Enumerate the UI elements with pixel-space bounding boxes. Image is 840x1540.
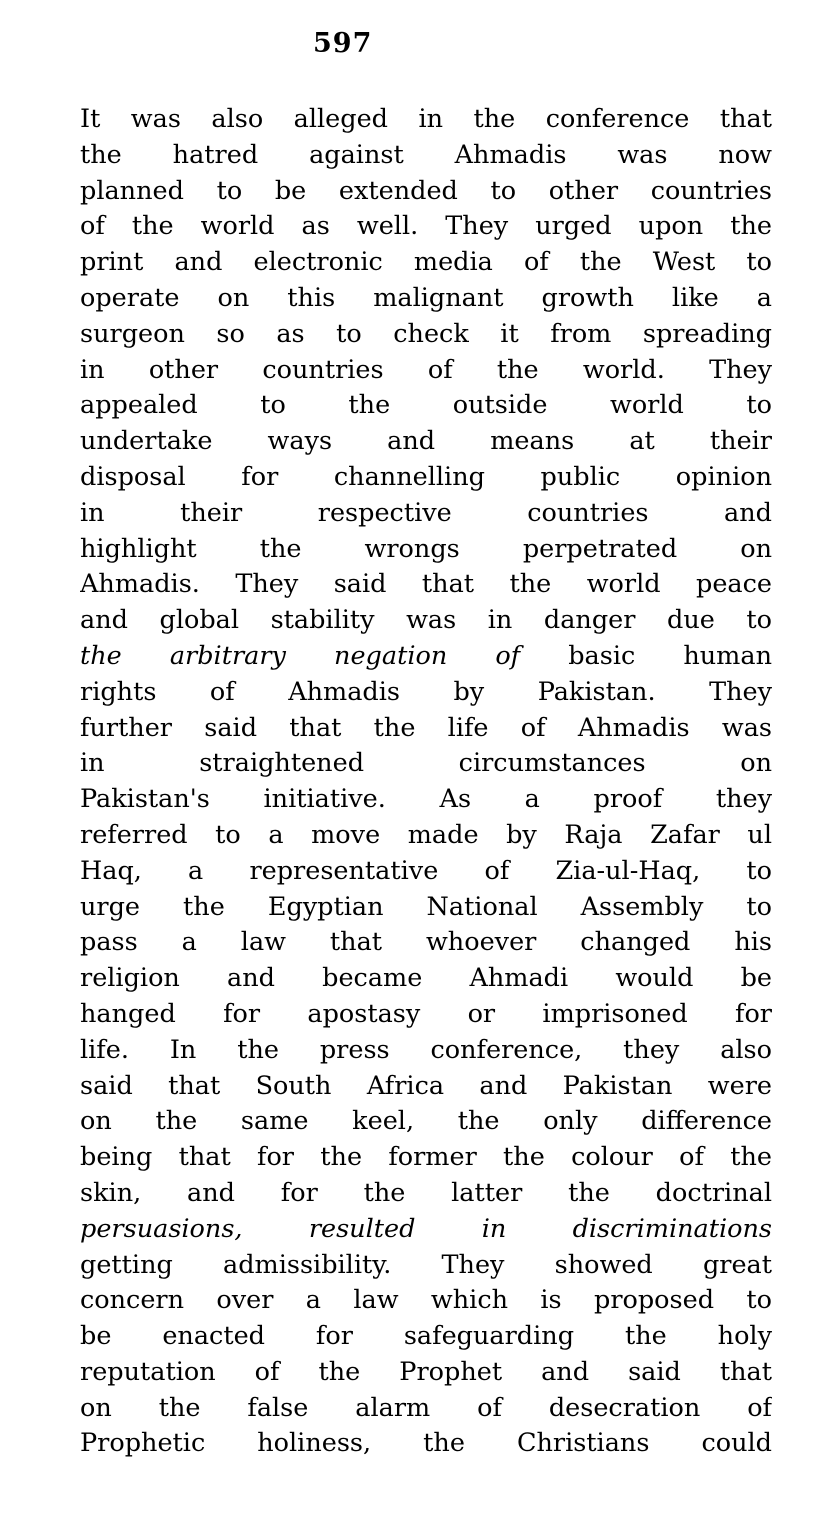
text-segment: being that for the former the colour of the [80, 1142, 772, 1173]
text-segment: Pakistan's initiative. As a proof they [80, 784, 772, 815]
text-segment: appealed to the outside world to [80, 390, 772, 421]
text-segment: basic human [520, 640, 772, 671]
text-segment: life. In the press conference, they also [80, 1034, 772, 1065]
text-segment: planned to be extended to other countries [80, 175, 772, 206]
text-segment: Prophetic holiness, the Christians could [80, 1428, 772, 1459]
text-line [80, 1426, 772, 1462]
text-line [80, 639, 772, 675]
text-segment: in other countries of the world. They [80, 354, 772, 385]
text-line [80, 424, 772, 460]
text-line [80, 603, 772, 639]
text-line [80, 317, 772, 353]
text-segment: getting admissibility. They showed great [80, 1249, 772, 1280]
text-segment: hanged for apostasy or imprisoned for [80, 998, 772, 1029]
text-line [80, 1391, 772, 1427]
text-segment: of the world as well. They urged upon the [80, 211, 772, 242]
text-line [80, 353, 772, 389]
text-line [80, 675, 772, 711]
text-line [80, 925, 772, 961]
text-segment: Haq, a representative of Zia-ul-Haq, to [80, 855, 772, 886]
text-segment: operate on this malignant growth like a [80, 282, 772, 313]
text-segment: skin, and for the latter the doctrinal [80, 1177, 772, 1208]
text-segment: religion and became Ahmadi would be [80, 963, 772, 994]
italic-text: persuasions, resulted in discriminations [80, 1213, 772, 1244]
text-segment: further said that the life of Ahmadis was [80, 712, 772, 743]
text-line [80, 961, 772, 997]
body-paragraph [80, 102, 772, 1462]
text-segment: on the same keel, the only difference [80, 1106, 772, 1137]
text-line [80, 532, 772, 568]
text-line [80, 102, 772, 138]
text-segment: said that South Africa and Pakistan were [80, 1070, 772, 1101]
text-segment: in straightened circumstances on [80, 748, 772, 779]
text-line [80, 1319, 772, 1355]
text-segment: urge the Egyptian National Assembly to [80, 891, 772, 922]
italic-text: the arbitrary negation of [80, 640, 521, 671]
text-segment: highlight the wrongs perpetrated on [80, 533, 772, 564]
text-line [80, 138, 772, 174]
text-segment: It was also alleged in the conference that [80, 104, 772, 134]
text-segment: on the false alarm of desecration of [80, 1392, 772, 1423]
text-line [80, 174, 772, 210]
text-line [80, 890, 772, 926]
text-segment: pass a law that whoever changed his [80, 927, 772, 958]
text-segment: surgeon so as to check it from spreading [80, 318, 772, 349]
page-number: 597 [313, 28, 373, 59]
text-segment: be enacted for safeguarding the holy [80, 1321, 772, 1352]
text-segment: print and electronic media of the West to [80, 247, 772, 278]
text-line [80, 1140, 772, 1176]
text-line [80, 281, 772, 317]
text-line [80, 460, 772, 496]
text-line [80, 1355, 772, 1391]
text-line [80, 711, 772, 747]
text-line [80, 245, 772, 281]
text-line [80, 209, 772, 245]
text-line [80, 1176, 772, 1212]
text-line [80, 1033, 772, 1069]
text-line [80, 567, 772, 603]
text-line [80, 997, 772, 1033]
text-segment: rights of Ahmadis by Pakistan. They [80, 676, 772, 707]
text-segment: reputation of the Prophet and said that [80, 1356, 772, 1387]
text-line [80, 782, 772, 818]
text-line [80, 854, 772, 890]
text-line [80, 496, 772, 532]
text-segment: undertake ways and means at their [80, 426, 772, 457]
text-segment: Ahmadis. They said that the world peace [80, 569, 772, 600]
text-line [80, 818, 772, 854]
text-line [80, 388, 772, 424]
text-line [80, 746, 772, 782]
text-line [80, 1212, 772, 1248]
text-line [80, 1283, 772, 1319]
text-line [80, 1069, 772, 1105]
text-segment: referred to a move made by Raja Zafar ul [80, 819, 772, 850]
text-line [80, 1104, 772, 1140]
text-line [80, 1248, 772, 1284]
text-segment: concern over a law which is proposed to [80, 1285, 772, 1316]
text-segment: disposal for channelling public opinion [80, 461, 772, 492]
text-segment: the hatred against Ahmadis was now [80, 139, 772, 170]
text-segment: and global stability was in danger due to [80, 605, 772, 636]
text-segment: in their respective countries and [80, 497, 772, 528]
